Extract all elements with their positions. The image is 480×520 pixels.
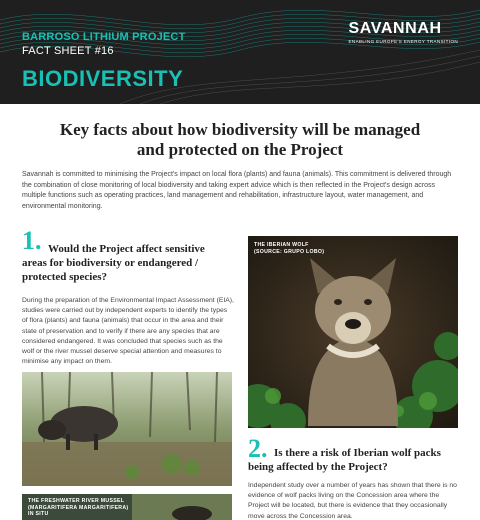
question-1-title-text: Would the Project affect sensitive areas for biodiversity or endangered / protected species? xyxy=(22,243,205,283)
main-title-line-2: and protected on the Project xyxy=(136,140,344,159)
mussel-caption-line-1: THE FRESHWATER RIVER MUSSEL xyxy=(28,498,125,504)
river-mussel-photo xyxy=(22,494,232,520)
main-title-line-1: Key facts about how biodiversity will be managed xyxy=(59,120,421,139)
question-2-body: Independent study over a number of years has shown that there is no evidence of wolf packs living on the Concession area where the Project will be located, but there is evidence that they occasionally move across the Concession area. xyxy=(248,482,457,520)
logo-wordmark: SAVANNAH xyxy=(348,20,442,37)
question-1-title xyxy=(22,242,232,284)
wolf-caption xyxy=(254,242,324,255)
question-1-number: 1. xyxy=(22,226,42,255)
question-1-body: During the preparation of the Environmental Impact Assessment (EIA), studies were carried out by independent experts to identify the types of flora (plants) and fauna (animals) that occur in the area and their state of preservation and to verify if there are any species that are considered endangered. It was concluded that species such as the wolf or the river mussel deserve special attention and measures to minimise any impact on them. xyxy=(22,297,234,366)
wild-boar-photo xyxy=(22,372,232,486)
intro-paragraph: Savannah is committed to minimising the Project's impact on local flora (plants) and fauna (animals). This commitment is delivered through the combination of close monitoring of local biodiversity and taking expert advice which is then reflected in the Project's design across multiple functions such as operating practices, land management and rehabilitation, infrastructure layout, water management, and environmental monitoring. xyxy=(22,171,452,210)
iberian-wolf-illustration xyxy=(248,236,458,428)
project-kicker: BARROSO LITHIUM PROJECT xyxy=(22,31,186,43)
header-banner xyxy=(0,0,480,104)
question-2-number: 2. xyxy=(248,434,268,463)
savannah-logo xyxy=(349,20,458,44)
question-2-title xyxy=(248,446,460,474)
iberian-wolf-photo xyxy=(248,236,458,428)
mussel-caption xyxy=(28,498,128,518)
mussel-caption-line-3: IN SITU xyxy=(28,511,49,517)
page-title: BIODIVERSITY xyxy=(22,66,184,91)
wolf-caption-line-1: THE IBERIAN WOLF xyxy=(254,242,309,248)
logo-tagline: ENABLING EUROPE'S ENERGY TRANSITION xyxy=(348,39,458,44)
question-2-title-text: Is there a risk of Iberian wolf packs being affected by the Project? xyxy=(248,447,441,473)
wolf-caption-line-2: (SOURCE: GRUPO LOBO) xyxy=(254,248,325,255)
main-title xyxy=(40,120,440,160)
mussel-caption-line-2: (MARGARITIFERA MARGARITIFERA) xyxy=(28,504,129,511)
wild-boar-illustration xyxy=(22,372,232,486)
fact-sheet-number: FACT SHEET #16 xyxy=(22,45,114,57)
